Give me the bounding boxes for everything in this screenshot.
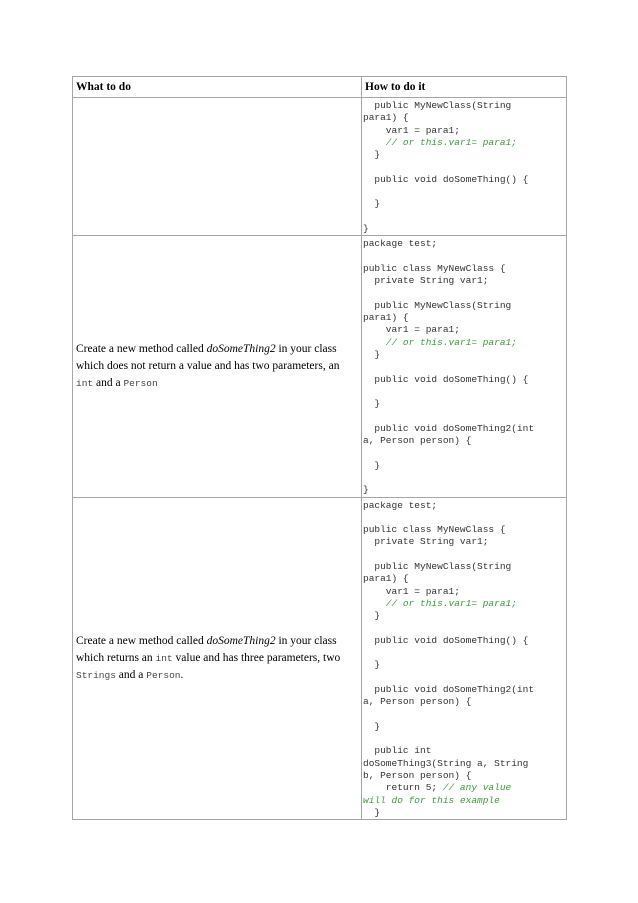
code-term: int	[155, 652, 173, 664]
code-line	[363, 500, 437, 511]
code-text: package test;	[363, 499, 438, 511]
code-term: Strings	[76, 669, 116, 681]
code-text: private String var1;	[363, 536, 489, 548]
description-text: .	[180, 668, 184, 681]
code-text: }	[363, 720, 381, 732]
code-text: }	[363, 398, 381, 410]
code-text: }	[363, 610, 381, 622]
code-text: package test;	[363, 238, 438, 250]
header-what-to-do: What to do	[73, 77, 362, 98]
code-text: para1) {	[363, 573, 409, 585]
code-line	[363, 573, 409, 584]
code-text: public MyNewClass(String	[363, 100, 512, 111]
row-1-description	[73, 98, 362, 236]
row-2-code-cell	[362, 236, 567, 497]
code-line	[363, 460, 380, 471]
code-text: a, Person person) {	[363, 696, 472, 708]
code-text: public void doSomeThing() {	[363, 173, 529, 185]
code-text: public MyNewClass(String	[363, 299, 512, 311]
code-line	[363, 758, 528, 769]
code-text: }	[363, 348, 381, 360]
code-text: var1 = para1;	[363, 585, 460, 597]
code-line	[363, 635, 528, 646]
code-text: public class MyNewClass {	[363, 262, 506, 274]
code-block	[363, 500, 566, 820]
code-text: public class MyNewClass {	[363, 524, 506, 536]
code-text: var1 = para1;	[363, 324, 460, 336]
code-line	[363, 149, 380, 160]
code-line	[363, 598, 517, 609]
code-line	[363, 696, 471, 707]
code-line	[363, 198, 380, 209]
code-line	[363, 275, 488, 286]
description-text: Create a new method called	[76, 634, 207, 647]
code-text: public void doSomeThing() {	[363, 373, 529, 385]
code-text: var1 = para1;	[363, 124, 460, 136]
code-line	[363, 536, 488, 547]
code-line	[363, 435, 471, 446]
code-line	[363, 423, 534, 434]
row-3-description	[73, 497, 362, 820]
code-text: return 5;	[363, 782, 443, 794]
code-term: Person	[146, 669, 181, 681]
code-text: }	[363, 659, 381, 671]
description-text: value and has three parameters, two	[172, 651, 341, 664]
instructions-table	[72, 76, 567, 820]
code-line	[363, 721, 380, 732]
code-line	[363, 312, 409, 323]
code-text: para1) {	[363, 312, 409, 324]
code-text: }	[363, 149, 381, 161]
code-comment: // or this.var1= para1;	[363, 336, 517, 348]
code-comment: // or this.var1= para1;	[363, 136, 517, 148]
code-term: Person	[123, 377, 158, 389]
description-text: and a	[93, 376, 124, 389]
row-1-code-cell	[362, 98, 567, 236]
code-line	[363, 125, 460, 136]
table-row	[73, 98, 567, 236]
code-text: private String var1;	[363, 275, 489, 287]
code-line	[363, 524, 506, 535]
code-text: }	[363, 806, 381, 818]
code-line	[363, 610, 380, 621]
code-line	[363, 223, 369, 234]
code-line	[363, 300, 511, 311]
code-term: int	[76, 377, 94, 389]
code-text: public void doSomeThing2(int	[363, 683, 535, 695]
code-line	[363, 684, 534, 695]
code-line	[363, 770, 471, 781]
code-text: b, Person person) {	[363, 770, 472, 782]
code-line	[363, 374, 528, 385]
code-line	[363, 795, 500, 806]
code-comment: // or this.var1= para1;	[363, 597, 517, 609]
code-line	[363, 807, 380, 818]
description-text: and a	[115, 668, 147, 681]
method-name: doSomeThing2	[206, 342, 276, 355]
row-2-description	[73, 236, 362, 497]
code-block	[363, 238, 566, 496]
code-line	[363, 112, 409, 123]
code-line	[363, 263, 506, 274]
code-line	[363, 586, 460, 597]
code-text: }	[363, 484, 369, 496]
code-line	[363, 238, 437, 249]
code-line	[363, 324, 460, 335]
code-line	[363, 398, 380, 409]
code-text: public MyNewClass(String	[363, 560, 512, 572]
code-comment: // any value	[442, 782, 512, 794]
header-how-to-do-it: How to do it	[362, 77, 567, 98]
description-text: in your class which does not return a value and has two parameters, an	[76, 342, 340, 372]
code-line	[363, 337, 517, 348]
code-comment: will do for this example	[363, 794, 500, 806]
method-name: doSomeThing2	[206, 634, 276, 647]
table-row	[73, 497, 567, 820]
code-text: public void doSomeThing2(int	[363, 422, 535, 434]
code-block	[363, 100, 566, 235]
code-line	[363, 782, 511, 793]
code-line	[363, 659, 380, 670]
code-text: }	[363, 222, 369, 234]
row-3-code-cell	[362, 497, 567, 820]
code-line	[363, 100, 511, 111]
code-text: public void doSomeThing() {	[363, 634, 529, 646]
code-text: }	[363, 198, 381, 210]
header-row	[73, 77, 567, 98]
code-line	[363, 484, 369, 495]
code-line	[363, 745, 431, 756]
code-line	[363, 174, 528, 185]
description-text: in your class which returns an	[76, 634, 337, 664]
code-line	[363, 561, 511, 572]
table-row	[73, 236, 567, 497]
code-text: para1) {	[363, 112, 409, 124]
code-text: }	[363, 459, 381, 471]
code-line	[363, 137, 517, 148]
description-text: Create a new method called	[76, 342, 207, 355]
code-line	[363, 349, 380, 360]
code-text: doSomeThing3(String a, String	[363, 757, 529, 769]
code-text: public int	[363, 745, 432, 757]
code-text: a, Person person) {	[363, 435, 472, 447]
